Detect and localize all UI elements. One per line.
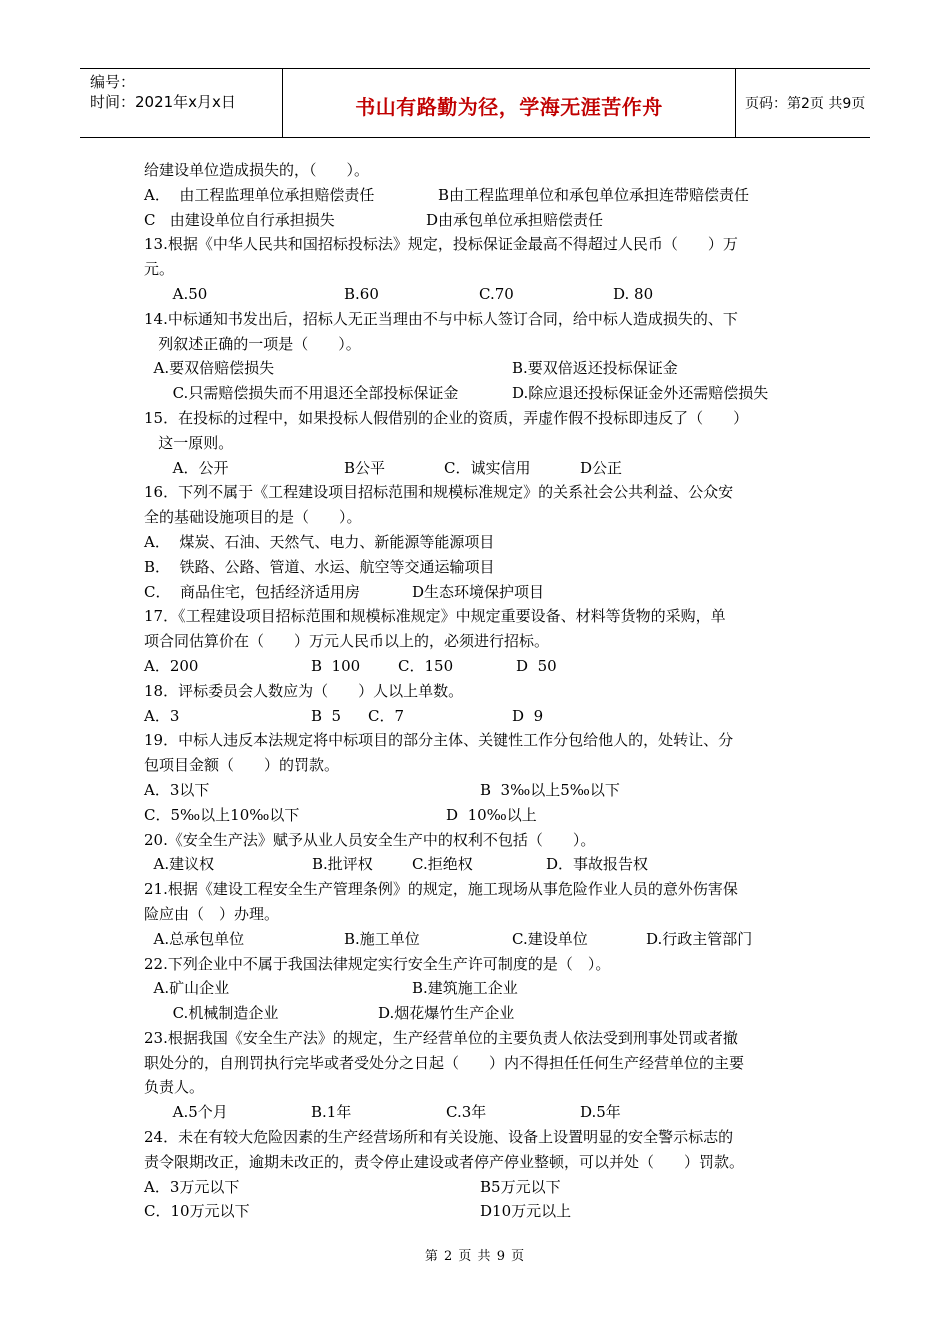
- text-line: [144, 356, 810, 381]
- text-line: [144, 257, 810, 282]
- text-line: [144, 902, 810, 927]
- header-motto: 书山有路勤为径，学海无涯苦作舟: [355, 95, 663, 119]
- option-text: D.除应退还投标保证金外还需赔偿损失: [512, 384, 769, 403]
- option-text: B由工程监理单位和承包单位承担连带赔偿责任: [438, 185, 750, 204]
- line-text: 22.下列企业中不属于我国法律规定实行安全生产许可制度的是（ ）。: [144, 954, 611, 973]
- line-text: 23.根据我国《安全生产法》的规定，生产经营单位的主要负责人依法受到刑事处罚或者撤: [144, 1028, 738, 1047]
- option-text: D10万元以上: [480, 1202, 572, 1221]
- header-right-cell: [735, 69, 870, 137]
- text-line: [144, 332, 810, 357]
- line-text: 负责人。: [144, 1078, 205, 1097]
- option-text: B 100: [311, 656, 361, 675]
- line-text: C 由建设单位自行承担损失: [144, 210, 335, 229]
- text-line: [144, 208, 810, 233]
- option-text: D 50: [516, 656, 557, 675]
- text-line: [144, 381, 810, 406]
- text-line: [144, 232, 810, 257]
- text-line: [144, 629, 810, 654]
- text-line: [144, 580, 810, 605]
- line-text: 列叙述正确的一项是（ ）。: [144, 334, 361, 353]
- option-text: D 10‰以上: [446, 805, 537, 824]
- line-text: 19．中标人违反本法规定将中标项目的部分主体、关键性工作分包给他人的，处转让、分: [144, 731, 734, 750]
- option-text: D.行政主管部门: [646, 929, 753, 948]
- line-text: 全的基础设施项目的是（ ）。: [144, 508, 362, 527]
- line-text: 元。: [144, 260, 175, 279]
- text-line: [144, 1150, 810, 1175]
- text-line: [144, 307, 810, 332]
- text-line: [144, 654, 810, 679]
- line-text: A.建议权: [144, 855, 215, 874]
- text-line: [144, 406, 810, 431]
- line-text: 13.根据《中华人民共和国招标投标法》规定，投标保证金最高不得超过人民币（ ）万: [144, 235, 738, 254]
- text-line: [144, 877, 810, 902]
- line-text: A．3以下: [144, 780, 210, 799]
- line-text: C． 商品住宅，包括经济适用房: [144, 582, 361, 601]
- line-text: A． 煤炭、石油、天然气、电力、新能源等能源项目: [144, 532, 495, 551]
- text-line: [144, 1199, 810, 1224]
- line-text: 职处分的，自刑罚执行完毕或者受处分之日起（ ）内不得担任任何生产经营单位的主要: [144, 1053, 745, 1072]
- document-number-label: 编号：: [90, 73, 136, 91]
- option-text: B公平: [344, 458, 386, 477]
- text-line: [144, 282, 810, 307]
- text-line: [144, 1001, 810, 1026]
- line-text: 24．未在有较大危险因素的生产经营场所和有关设施、设备上设置明显的安全警示标志的: [144, 1128, 734, 1147]
- option-text: D生态环境保护项目: [412, 582, 545, 601]
- line-text: 这一原则。: [144, 433, 234, 452]
- text-line: [144, 1100, 810, 1125]
- option-text: B.批评权: [312, 855, 373, 874]
- text-line: [144, 158, 810, 183]
- text-line: [144, 530, 810, 555]
- line-text: A． 由工程监理单位承担赔偿责任: [144, 185, 375, 204]
- text-line: [144, 728, 810, 753]
- text-line: [144, 183, 810, 208]
- line-text: A.矿山企业: [144, 979, 230, 998]
- line-text: 20.《安全生产法》赋予从业人员安全生产中的权利不包括（ ）。: [144, 830, 596, 849]
- text-line: [144, 480, 810, 505]
- option-text: C．150: [398, 656, 454, 675]
- text-line: [144, 778, 810, 803]
- line-text: 17．《工程建设项目招标范围和规模标准规定》中规定重要设备、材料等货物的采购，单: [144, 607, 726, 626]
- line-text: 16．下列不属于《工程建设项目招标范围和规模标准规定》的关系社会公共利益、公众安: [144, 483, 734, 502]
- option-text: C．7: [368, 706, 405, 725]
- option-text: D．事故报告权: [546, 855, 649, 874]
- text-line: [144, 753, 810, 778]
- text-line: [144, 1075, 810, 1100]
- line-text: C.机械制造企业: [144, 1004, 279, 1023]
- text-line: [144, 679, 810, 704]
- option-text: D.烟花爆竹生产企业: [378, 1004, 515, 1023]
- page-header: [80, 68, 870, 138]
- line-text: A．3万元以下: [144, 1177, 240, 1196]
- text-line: [144, 976, 810, 1001]
- document-date-label: 时间：2021年x月x日: [90, 93, 236, 111]
- option-text: B.1年: [311, 1103, 352, 1122]
- text-line: [144, 927, 810, 952]
- text-line: [144, 1051, 810, 1076]
- text-line: [144, 505, 810, 530]
- text-line: [144, 456, 810, 481]
- option-text: D.5年: [580, 1103, 621, 1122]
- line-text: C.只需赔偿损失而不用退还全部投标保证金: [144, 384, 459, 403]
- header-left-cell: [80, 69, 282, 137]
- text-line: [144, 803, 810, 828]
- header-middle-cell: [282, 69, 736, 137]
- line-text: A.要双倍赔偿损失: [144, 359, 275, 378]
- option-text: C.建设单位: [512, 929, 588, 948]
- option-text: D公正: [580, 458, 623, 477]
- document-body: [144, 158, 810, 1224]
- line-text: A.50: [144, 284, 208, 303]
- line-text: A．公开: [144, 458, 229, 477]
- line-text: B． 铁路、公路、管道、水运、航空等交通运输项目: [144, 557, 495, 576]
- option-text: B.建筑施工企业: [412, 979, 518, 998]
- text-line: [144, 704, 810, 729]
- line-text: A.总承包单位: [144, 929, 245, 948]
- option-text: C．诚实信用: [444, 458, 531, 477]
- text-line: [144, 952, 810, 977]
- text-line: [144, 431, 810, 456]
- line-text: C．10万元以下: [144, 1202, 250, 1221]
- text-line: [144, 555, 810, 580]
- line-text: 责令限期改正，逾期未改正的，责令停止建设或者停产停业整顿，可以并处（ ）罚款。: [144, 1152, 745, 1171]
- text-line: [144, 828, 810, 853]
- line-text: 给建设单位造成损失的，（ ）。: [144, 161, 370, 179]
- option-text: D 9: [512, 706, 544, 725]
- line-text: 14.中标通知书发出后，招标人无正当理由不与中标人签订合同，给中标人造成损失的、下: [144, 309, 738, 328]
- line-text: 险应由（ ）办理。: [144, 904, 280, 923]
- line-text: A．200: [144, 656, 199, 675]
- line-text: 项合同估算价在（ ）万元人民币以上的，必须进行招标。: [144, 632, 550, 651]
- option-text: C.70: [479, 284, 514, 303]
- text-line: [144, 852, 810, 877]
- line-text: A.5个月: [144, 1103, 228, 1122]
- option-text: D由承包单位承担赔偿责任: [426, 210, 604, 229]
- text-line: [144, 604, 810, 629]
- text-line: [144, 1125, 810, 1150]
- line-text: 18．评标委员会人数应为（ ）人以上单数。: [144, 681, 464, 700]
- option-text: B.施工单位: [344, 929, 420, 948]
- option-text: C.拒绝权: [412, 855, 473, 874]
- option-text: B.60: [344, 284, 379, 303]
- page-footer: 第 2 页 共 9 页: [424, 1249, 526, 1264]
- option-text: C.3年: [446, 1103, 487, 1122]
- option-text: B 5: [311, 706, 342, 725]
- page-info-label: 页码：第2页 共9页: [745, 96, 866, 112]
- text-line: [144, 1026, 810, 1051]
- option-text: B.要双倍返还投标保证金: [512, 359, 678, 378]
- line-text: 21.根据《建设工程安全生产管理条例》的规定，施工现场从事危险作业人员的意外伤害保: [144, 880, 738, 899]
- text-line: [144, 1175, 810, 1200]
- option-text: B 3‰以上5‰以下: [480, 780, 620, 799]
- line-text: A．3: [144, 706, 180, 725]
- option-text: D. 80: [613, 284, 654, 303]
- line-text: 15．在投标的过程中，如果投标人假借别的企业的资质，弄虚作假不投标即违反了（ ）: [144, 408, 749, 427]
- line-text: 包项目金额（ ）的罚款。: [144, 756, 340, 775]
- option-text: B5万元以下: [480, 1177, 561, 1196]
- line-text: C．5‰以上10‰以下: [144, 805, 300, 824]
